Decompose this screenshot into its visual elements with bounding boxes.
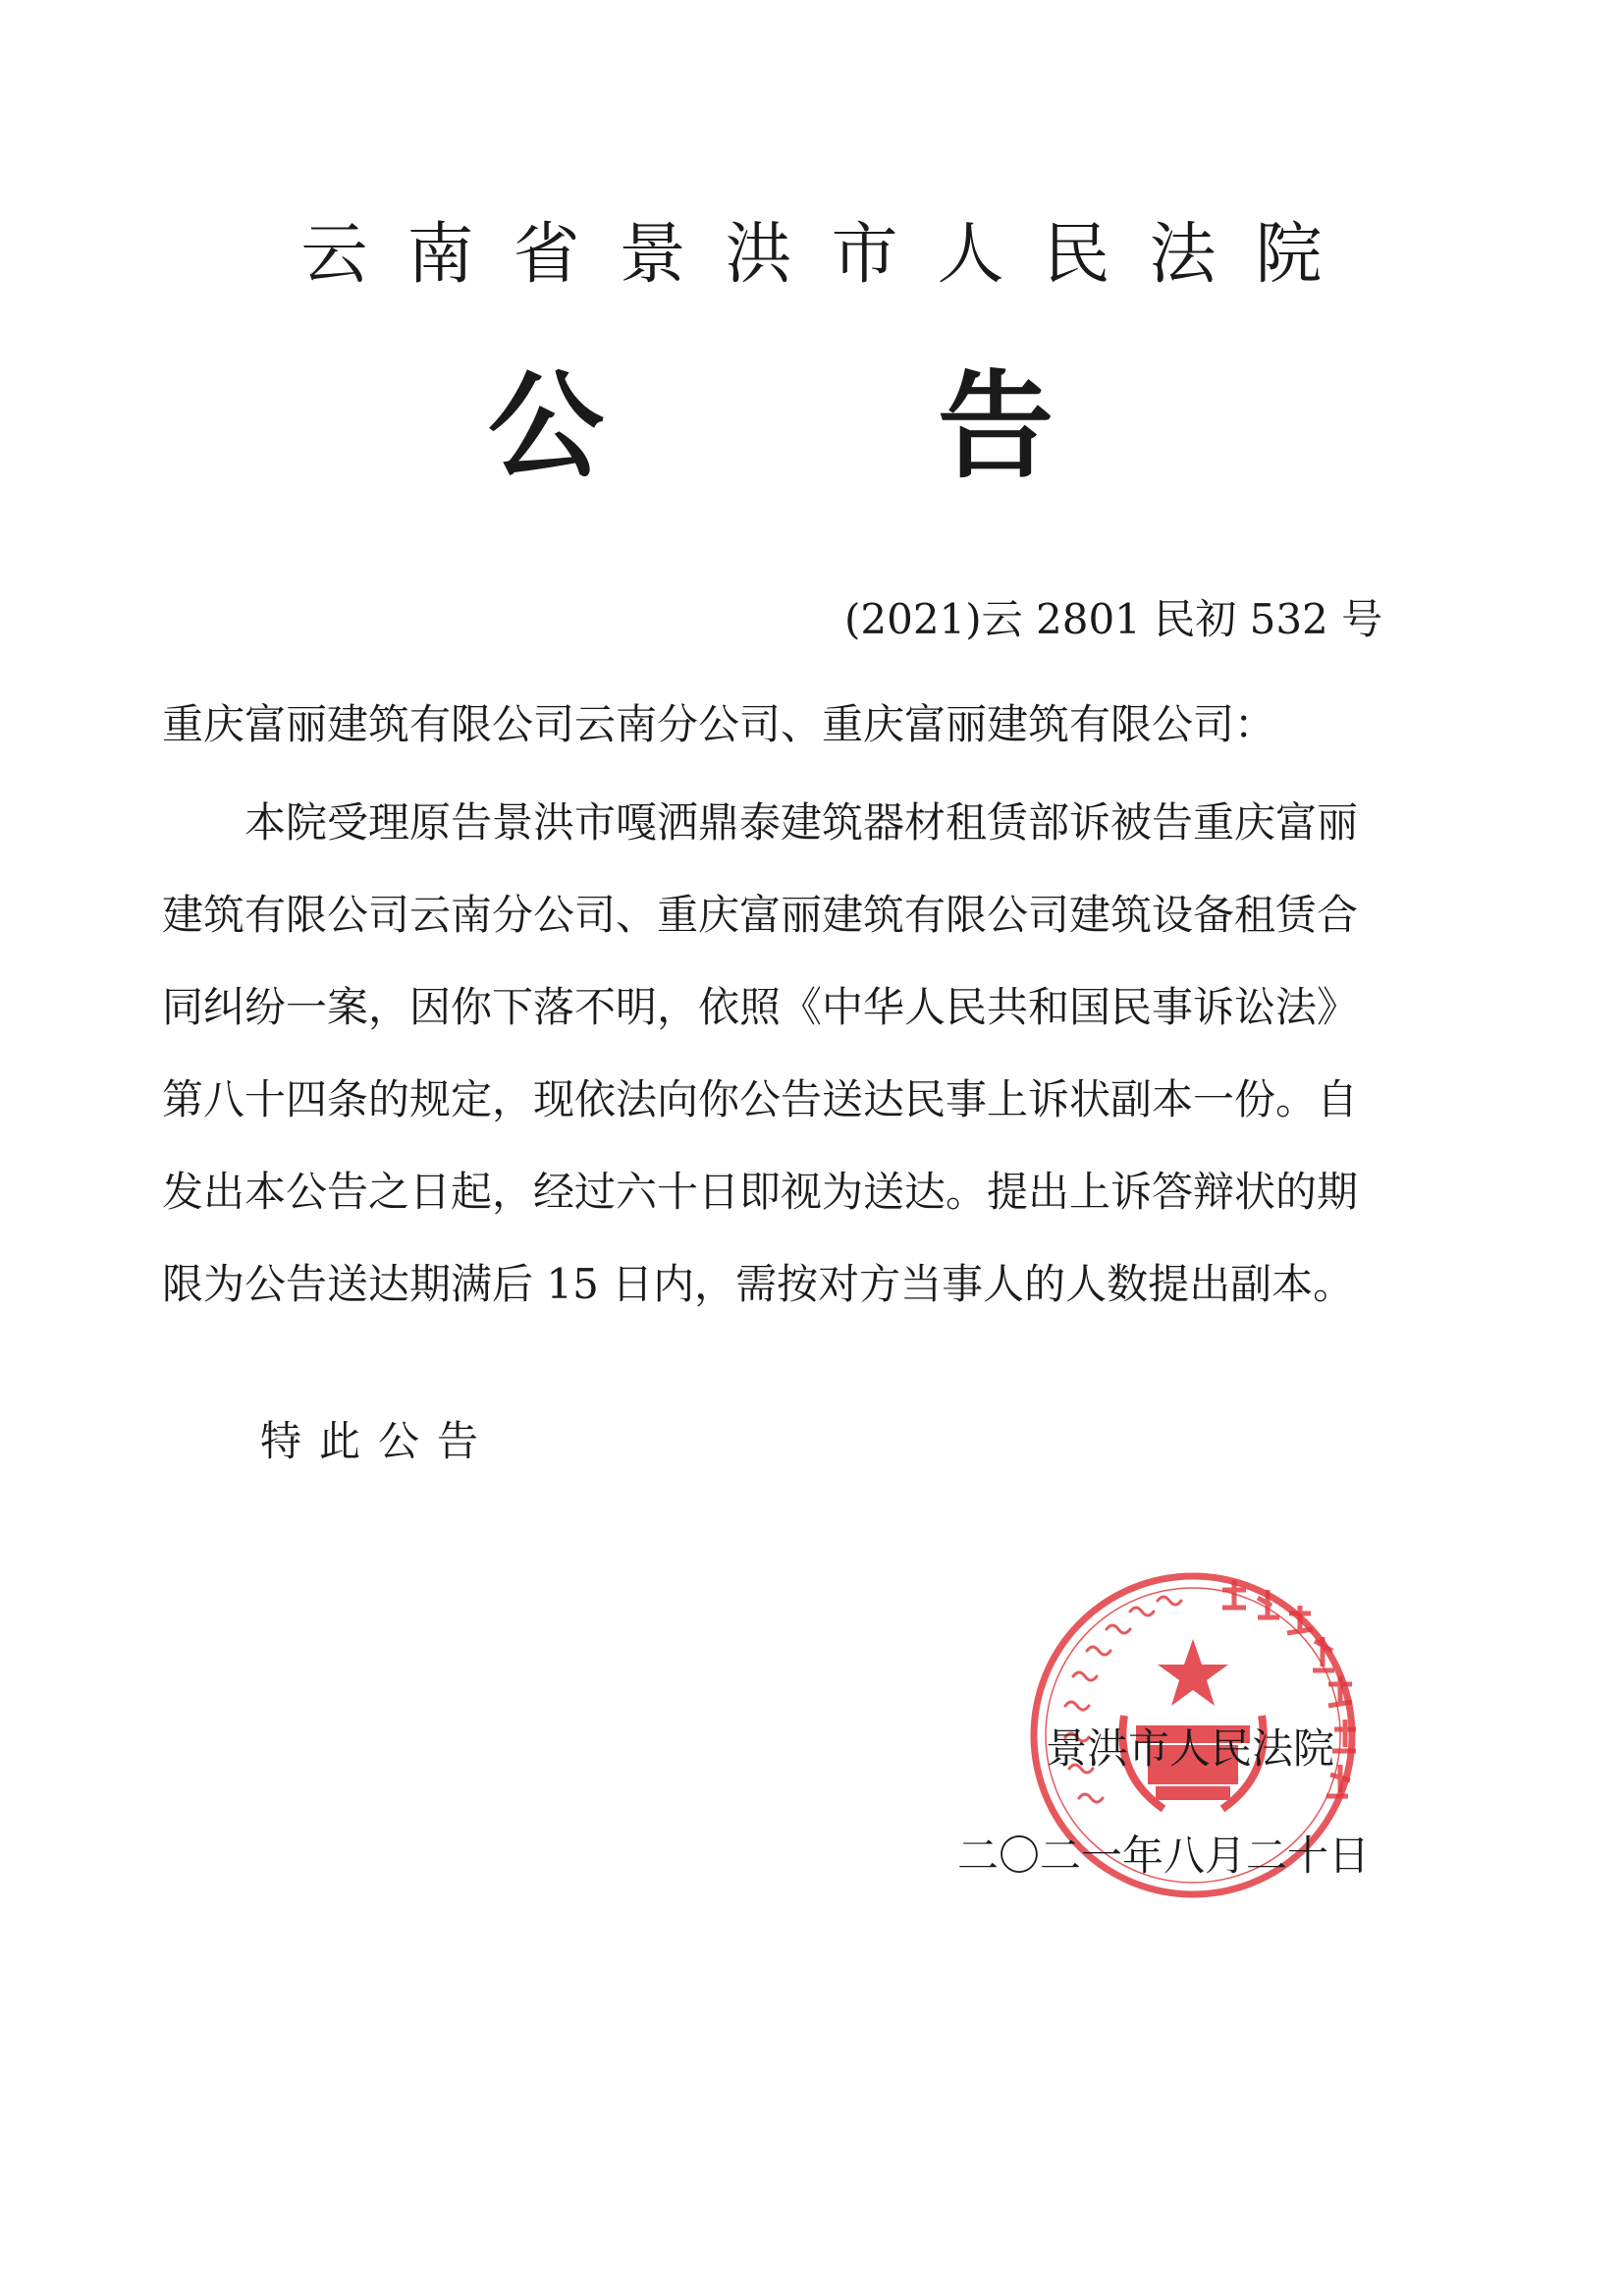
addressee: 重庆富丽建筑有限公司云南分公司、重庆富丽建筑有限公司： — [162, 700, 1276, 748]
issue-date: 二〇二一年八月二十日 — [957, 1831, 1371, 1880]
body-line-2: 建筑有限公司云南分公司、重庆富丽建筑有限公司建筑设备租赁合 — [162, 891, 1359, 939]
closing-phrase: 特此公告 — [260, 1417, 497, 1465]
body-line-4: 第八十四条的规定，现依法向你公告送达民事上诉状副本一份。自 — [162, 1075, 1359, 1123]
notice-body — [162, 793, 1389, 1347]
body-line-6: 限为公告送达期满后 15 日内，需按对方当事人的人数提出副本。 — [162, 1260, 1355, 1308]
notice-title-char-1: 公 — [488, 357, 605, 494]
court-name-heading: 云南省景洪市人民法院 — [300, 216, 1362, 294]
notice-title-char-2: 告 — [938, 357, 1055, 494]
case-number: (2021)云 2801 民初 532 号 — [844, 595, 1383, 643]
body-line-5: 发出本公告之日起，经过六十日即视为送达。提出上诉答辩状的期 — [162, 1168, 1359, 1216]
body-line-1: 本院受理原告景洪市嘎洒鼎泰建筑器材租赁部诉被告重庆富丽 — [244, 798, 1359, 847]
body-line-3: 同纠纷一案，因你下落不明，依照《中华人民共和国民事诉讼法》 — [162, 983, 1359, 1031]
issuing-court: 景洪市人民法院 — [1046, 1724, 1335, 1773]
